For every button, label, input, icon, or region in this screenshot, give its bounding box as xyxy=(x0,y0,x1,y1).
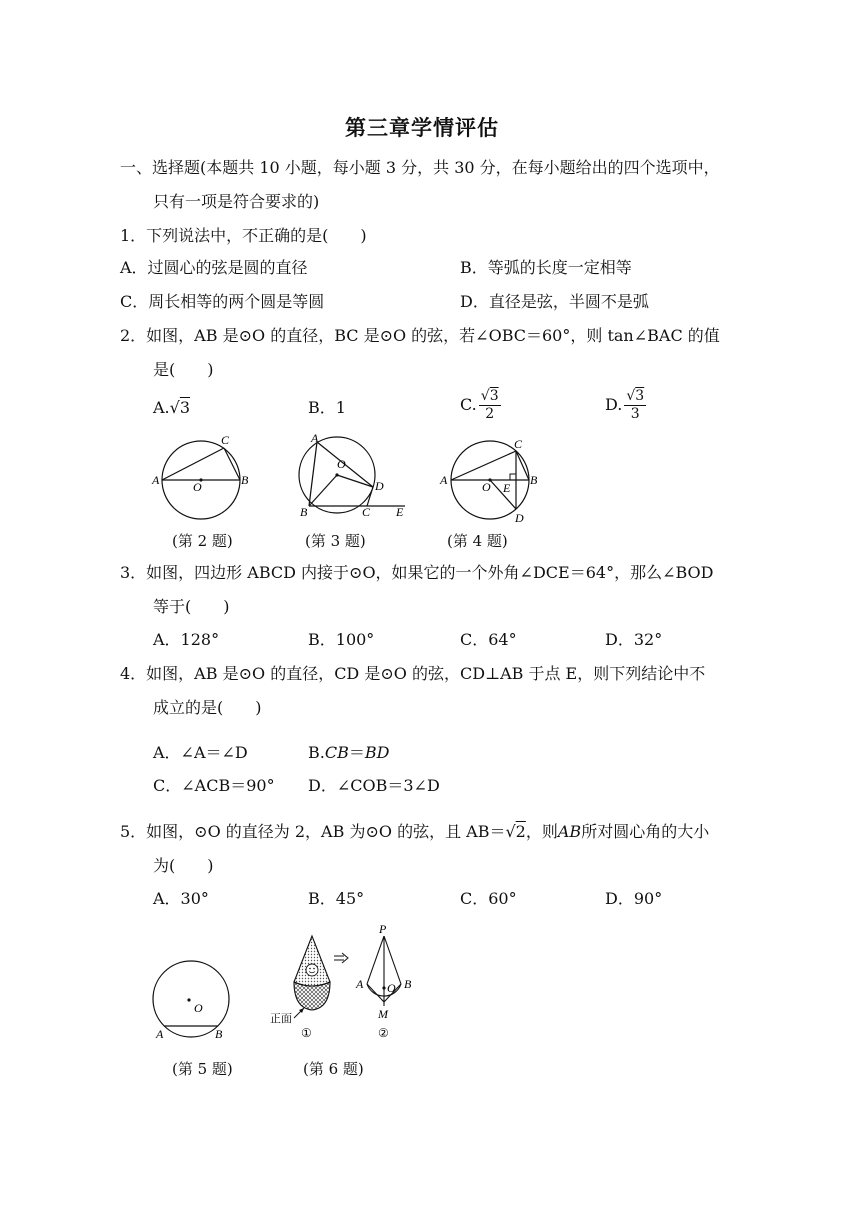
svg-text:B: B xyxy=(404,977,412,991)
svg-text:C: C xyxy=(221,433,230,447)
svg-text:B: B xyxy=(241,473,249,487)
figure-q3 xyxy=(295,430,415,520)
svg-text:①: ① xyxy=(301,1026,312,1040)
svg-text:O: O xyxy=(387,981,396,995)
sqrt-sign: √ xyxy=(169,398,180,417)
q1-option-a: A．过圆心的弦是圆的直径 xyxy=(120,258,308,277)
section-heading-line2: 只有一项是符合要求的) xyxy=(153,192,320,211)
q4-option-b: B.CB＝BD xyxy=(308,743,390,762)
section-heading-line1: 一、选择题(本题共 10 小题，每小题 3 分，共 30 分，在每小题给出的四个选项中， xyxy=(120,158,720,177)
svg-text:O: O xyxy=(194,1001,203,1015)
q1-option-c: C．周长相等的两个圆是等圆 xyxy=(120,292,325,311)
svg-text:O: O xyxy=(482,480,491,494)
q1-stem: 1．下列说法中，不正确的是( ) xyxy=(120,226,367,245)
svg-text:B: B xyxy=(300,505,308,519)
q2-stem-line2: 是( ) xyxy=(153,360,214,379)
figure-q2 xyxy=(150,430,255,525)
svg-text:A: A xyxy=(440,473,448,487)
svg-text:B: B xyxy=(215,1027,223,1041)
q4-stem-line2: 成立的是( ) xyxy=(153,698,262,717)
q2-stem-line1: 2．如图，AB 是⊙O 的直径，BC 是⊙O 的弦，若∠OBC＝60°，则 tan∠BAC 的值 xyxy=(120,326,720,345)
q4-option-d: D．∠COB＝3∠D xyxy=(308,776,440,795)
svg-text:正面: 正面 xyxy=(270,1013,292,1025)
svg-text:A: A xyxy=(311,431,319,445)
fraction: $\frac{√3}{2}$ xyxy=(480,388,499,422)
caption-fig3: (第 3 题) xyxy=(305,532,366,550)
svg-text:C: C xyxy=(514,437,523,451)
q2-option-b: B．1 xyxy=(308,398,346,417)
svg-text:②: ② xyxy=(378,1026,389,1040)
svg-text:A: A xyxy=(152,473,160,487)
q4-option-a: A．∠A＝∠D xyxy=(153,743,248,762)
q3-option-c: C．64° xyxy=(460,630,517,649)
svg-text:A: A xyxy=(156,1027,164,1041)
svg-text:A: A xyxy=(356,977,364,991)
q3-stem-line1: 3．如图，四边形 ABCD 内接于⊙O，如果它的一个外角∠DCE＝64°，那么∠BOD xyxy=(120,563,714,582)
q2-option-c: C. $\frac{√3}{2}$ xyxy=(460,388,499,422)
caption-fig5: (第 5 题) xyxy=(172,1060,233,1078)
caption-fig2: (第 2 题) xyxy=(172,532,233,550)
caption-fig6: (第 6 题) xyxy=(303,1060,364,1078)
sqrt-sign: √ xyxy=(505,822,516,841)
q1-option-d: D．直径是弦，半圆不是弧 xyxy=(460,292,649,311)
svg-text:M: M xyxy=(378,1007,388,1021)
svg-text:B: B xyxy=(530,473,538,487)
q3-option-b: B．100° xyxy=(308,630,375,649)
svg-text:C: C xyxy=(362,505,371,519)
q3-stem-line2: 等于( ) xyxy=(153,597,230,616)
q3-option-d: D．32° xyxy=(605,630,663,649)
q2-option-a: A.√3 xyxy=(153,398,191,417)
svg-text:E: E xyxy=(396,505,404,519)
svg-text:E: E xyxy=(503,481,511,495)
page-title: 第三章学情评估 xyxy=(345,116,499,140)
figure-q5 xyxy=(145,955,245,1045)
q2-option-d: D. $\frac{√3}{3}$ xyxy=(605,388,645,422)
svg-text:O: O xyxy=(337,457,346,471)
q5-option-d: D．90° xyxy=(605,889,663,908)
figure-q6 xyxy=(268,920,428,1045)
q5-option-b: B．45° xyxy=(308,889,365,908)
svg-text:D: D xyxy=(375,479,384,493)
q4-option-c: C．∠ACB＝90° xyxy=(153,776,275,795)
svg-text:D: D xyxy=(515,511,524,525)
fraction: $\frac{√3}{3}$ xyxy=(626,388,645,422)
q1-option-b: B．等弧的长度一定相等 xyxy=(460,258,632,277)
q5-option-c: C．60° xyxy=(460,889,517,908)
figure-q4 xyxy=(437,430,547,525)
q5-option-a: A．30° xyxy=(153,889,209,908)
q3-option-a: A．128° xyxy=(153,630,220,649)
svg-text:O: O xyxy=(193,480,202,494)
caption-fig4: (第 4 题) xyxy=(447,532,508,550)
svg-text:P: P xyxy=(379,922,387,936)
q4-stem-line1: 4．如图，AB 是⊙O 的直径，CD 是⊙O 的弦，CD⊥AB 于点 E，则下列结论中不 xyxy=(120,664,706,683)
q5-stem-line2: 为( ) xyxy=(153,856,214,875)
q5-stem-line1: 5．如图，⊙O 的直径为 2，AB 为⊙O 的弦，且 AB＝√2，则AB所对圆心角的大小 xyxy=(120,822,710,841)
